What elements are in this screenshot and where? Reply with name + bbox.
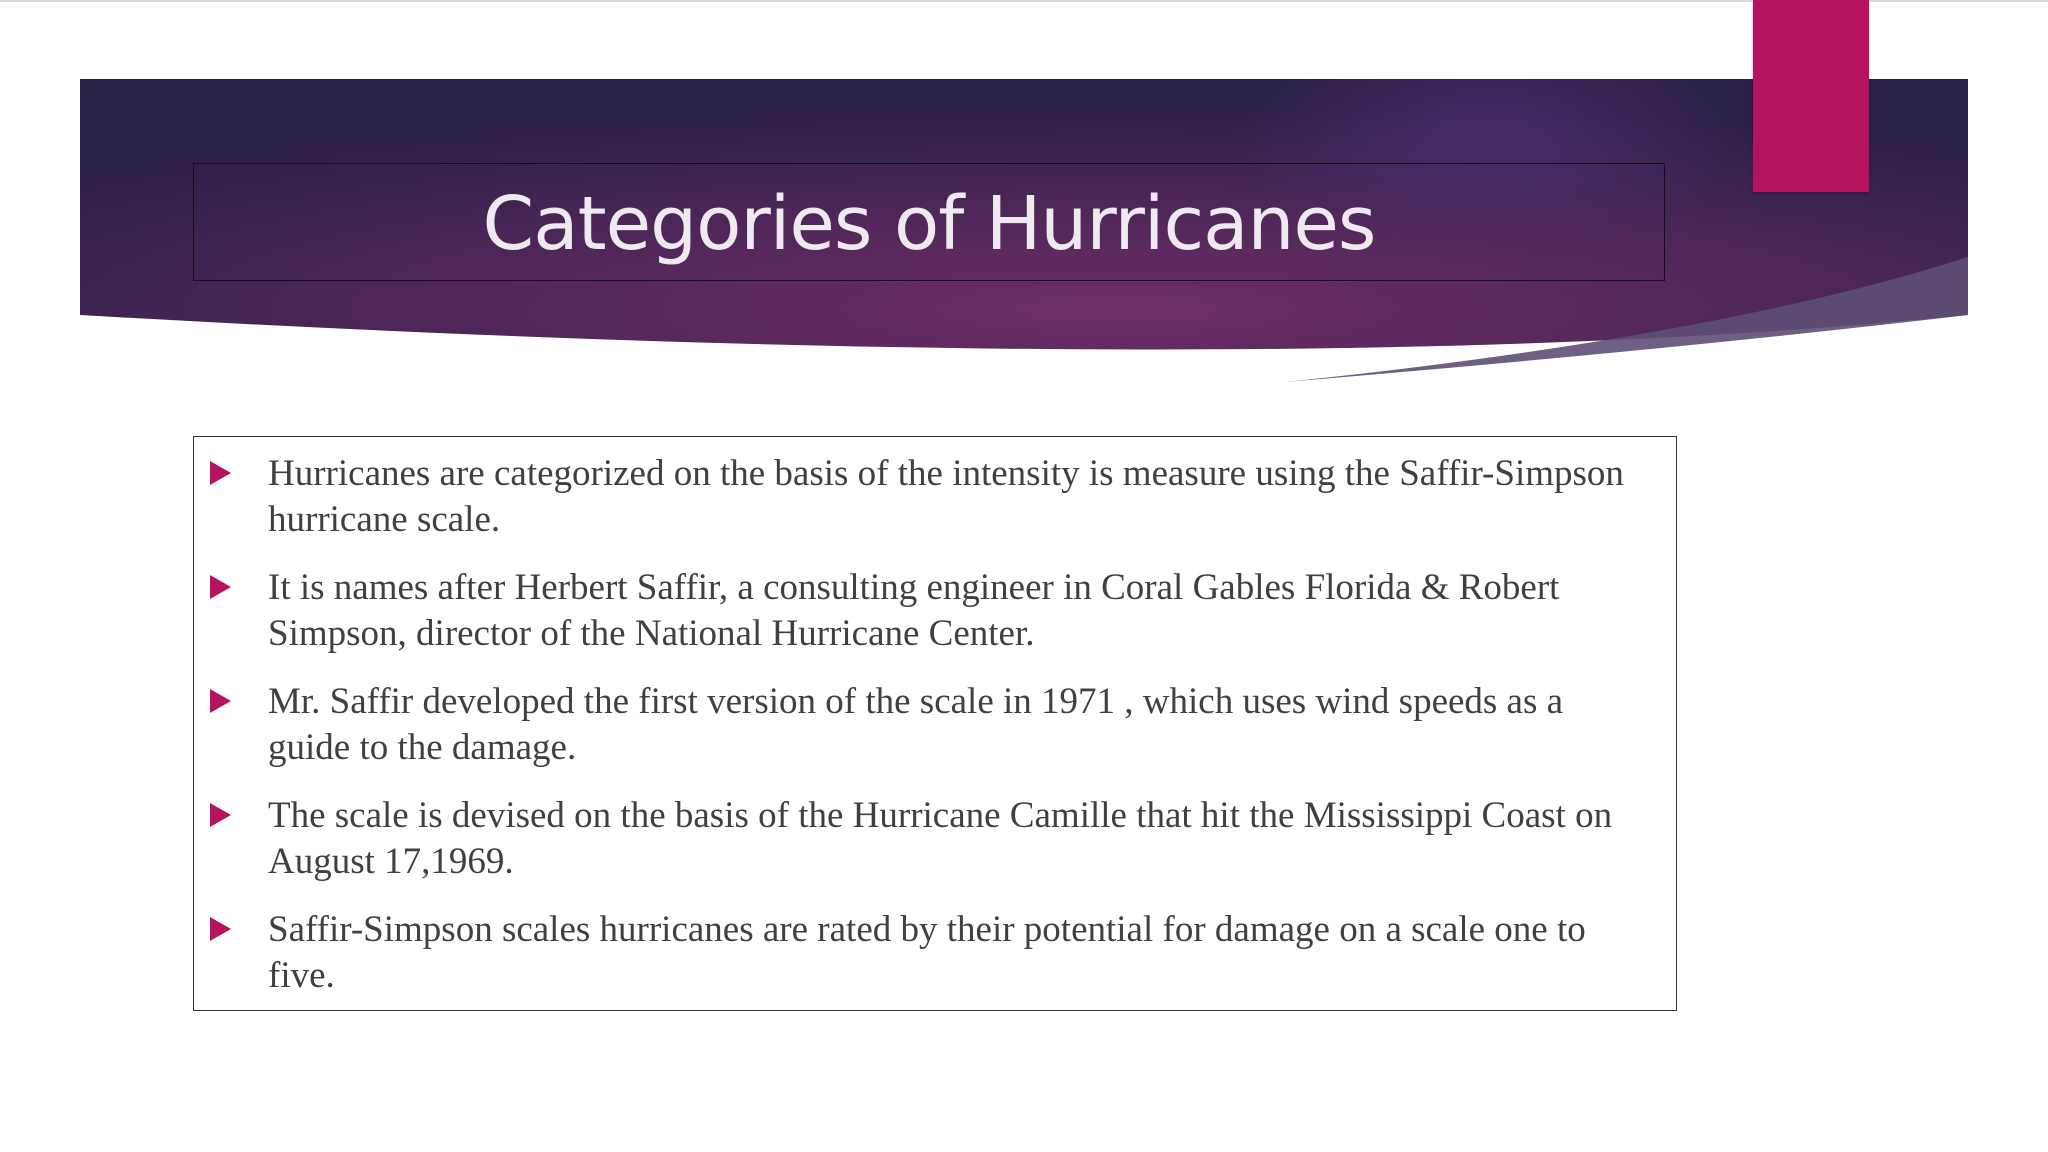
bullet-item — [210, 565, 1636, 657]
triangle-right-icon — [210, 689, 231, 713]
bullet-item — [210, 679, 1636, 771]
content-placeholder — [193, 436, 1677, 1011]
title-placeholder — [193, 163, 1665, 281]
bullet-item — [210, 451, 1636, 543]
triangle-right-icon — [210, 917, 231, 941]
accent-tab — [1753, 0, 1869, 192]
bullet-item — [210, 793, 1636, 885]
triangle-right-icon — [210, 803, 231, 827]
bullet-item — [210, 907, 1636, 999]
triangle-right-icon — [210, 575, 231, 599]
bullet-text: Mr. Saffir developed the first version of the scale in 1971 , which uses wind speeds as a guide to the damage. — [268, 681, 1564, 768]
bullet-text: Saffir-Simpson scales hurricanes are rated by their potential for damage on a scale one to five. — [268, 909, 1586, 996]
bullet-text: Hurricanes are categorized on the basis of the intensity is measure using the Saffir-Simpson hurricane scale. — [268, 453, 1624, 540]
bullet-list — [210, 451, 1636, 999]
bullet-text: The scale is devised on the basis of the Hurricane Camille that hit the Mississippi Coast on August 17,1969. — [268, 795, 1613, 882]
top-divider-line — [0, 0, 2048, 2]
triangle-right-icon — [210, 461, 231, 485]
slide-title: Categories of Hurricanes — [482, 181, 1376, 267]
bullet-text: It is names after Herbert Saffir, a consulting engineer in Coral Gables Florida & Robert Simpson, director of the National Hurricane Center. — [268, 567, 1560, 654]
